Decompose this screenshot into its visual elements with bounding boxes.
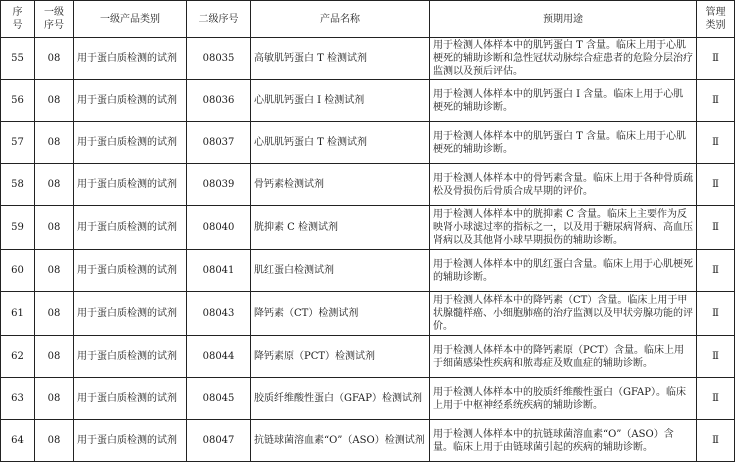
cell-cat2-code: 08035 (187, 38, 251, 80)
cell-intended-use: 用于检测人体样本中的胶质纤维酸性蛋白（GFAP）。临床上用于中枢神经系统疾病的辅助诊断。 (430, 378, 697, 420)
cell-cat1-code: 08 (35, 206, 74, 250)
cell-cat1-code: 08 (35, 250, 74, 292)
cell-product-name: 胱抑素 C 检测试剂 (251, 206, 430, 250)
cell-cat2-code: 08036 (187, 80, 251, 122)
cell-mgmt-class: Ⅱ (697, 336, 735, 378)
cell-cat1-code: 08 (35, 336, 74, 378)
table-row (1, 378, 735, 420)
cell-cat1-name: 用于蛋白质检测的试剂 (74, 206, 187, 250)
cell-cat1-code: 08 (35, 122, 74, 164)
table-row (1, 122, 735, 164)
cell-mgmt-class: Ⅱ (697, 378, 735, 420)
cell-cat2-code: 08045 (187, 378, 251, 420)
cell-seq: 56 (1, 80, 35, 122)
cell-cat1-name: 用于蛋白质检测的试剂 (74, 420, 187, 462)
cell-cat1-name: 用于蛋白质检测的试剂 (74, 378, 187, 420)
cell-cat1-name: 用于蛋白质检测的试剂 (74, 164, 187, 206)
table-row (1, 80, 735, 122)
cell-cat1-code: 08 (35, 378, 74, 420)
cell-intended-use: 用于检测人体样本中的抗链球菌溶血素“O”（ASO）含量。临床上用于由链球菌引起的疾病的辅助诊断。 (430, 420, 697, 462)
cell-product-name: 骨钙素检测试剂 (251, 164, 430, 206)
cell-mgmt-class: Ⅱ (697, 250, 735, 292)
table-row (1, 206, 735, 250)
cell-mgmt-class: Ⅱ (697, 206, 735, 250)
table-row (1, 336, 735, 378)
cell-cat2-code: 08044 (187, 336, 251, 378)
cell-seq: 58 (1, 164, 35, 206)
table-row (1, 250, 735, 292)
header-seq: 序 号 (1, 1, 35, 38)
cell-cat2-code: 08037 (187, 122, 251, 164)
cell-intended-use: 用于检测人体样本中的肌钙蛋白 I 含量。临床上用于心肌梗死的辅助诊断。 (430, 80, 697, 122)
cell-mgmt-class: Ⅱ (697, 420, 735, 462)
cell-seq: 55 (1, 38, 35, 80)
cell-seq: 60 (1, 250, 35, 292)
cell-cat2-code: 08043 (187, 292, 251, 336)
cell-cat1-name: 用于蛋白质检测的试剂 (74, 80, 187, 122)
cell-mgmt-class: Ⅱ (697, 122, 735, 164)
cell-seq: 61 (1, 292, 35, 336)
cell-cat1-name: 用于蛋白质检测的试剂 (74, 336, 187, 378)
table-row (1, 420, 735, 462)
cell-product-name: 肌红蛋白检测试剂 (251, 250, 430, 292)
header-intended-use: 预期用途 (430, 1, 697, 38)
cell-mgmt-class: Ⅱ (697, 80, 735, 122)
cell-mgmt-class: Ⅱ (697, 38, 735, 80)
cell-intended-use: 用于检测人体样本中的肌钙蛋白 T 含量。临床上用于心肌梗死的辅助诊断。 (430, 122, 697, 164)
cell-cat2-code: 08041 (187, 250, 251, 292)
cell-cat2-code: 08039 (187, 164, 251, 206)
cell-product-name: 胶质纤维酸性蛋白（GFAP）检测试剂 (251, 378, 430, 420)
cell-product-name: 心肌肌钙蛋白 I 检测试剂 (251, 80, 430, 122)
cell-cat2-code: 08040 (187, 206, 251, 250)
cell-intended-use: 用于检测人体样本中的降钙素原（PCT）含量。临床上用于细菌感染性疾病和脓毒症及败血症的辅助诊断。 (430, 336, 697, 378)
table-row (1, 164, 735, 206)
cell-mgmt-class: Ⅱ (697, 164, 735, 206)
cell-cat1-name: 用于蛋白质检测的试剂 (74, 122, 187, 164)
cell-intended-use: 用于检测人体样本中的胱抑素 C 含量。临床上主要作为反映肾小球滤过率的指标之一，以及用于糖尿病肾病、高血压肾病以及其他肾小球早期损伤的辅助诊断。 (430, 206, 697, 250)
cell-seq: 63 (1, 378, 35, 420)
cell-cat1-code: 08 (35, 164, 74, 206)
cell-cat1-name: 用于蛋白质检测的试剂 (74, 292, 187, 336)
cell-seq: 64 (1, 420, 35, 462)
cell-product-name: 高敏肌钙蛋白 T 检测试剂 (251, 38, 430, 80)
header-product-name: 产品名称 (251, 1, 430, 38)
cell-mgmt-class: Ⅱ (697, 292, 735, 336)
header-cat1-code: 一级 序号 (35, 1, 74, 38)
cell-cat1-code: 08 (35, 292, 74, 336)
cell-intended-use: 用于检测人体样本中的降钙素（CT）含量。临床上用于甲状腺髓样癌、小细胞肺癌的治疗监测以及甲状旁腺功能的评价。 (430, 292, 697, 336)
cell-cat1-name: 用于蛋白质检测的试剂 (74, 250, 187, 292)
cell-intended-use: 用于检测人体样本中的肌红蛋白含量。临床上用于心肌梗死的辅助诊断。 (430, 250, 697, 292)
cell-intended-use: 用于检测人体样本中的肌钙蛋白 T 含量。临床上用于心肌梗死的辅助诊断和急性冠状动脉综合症患者的危险分层治疗监测以及预后评估。 (430, 38, 697, 80)
header-row (1, 1, 735, 38)
header-mgmt-class: 管理 类别 (697, 1, 735, 38)
cell-seq: 59 (1, 206, 35, 250)
cell-product-name: 抗链球菌溶血素“O”（ASO）检测试剂 (251, 420, 430, 462)
cell-product-name: 心肌肌钙蛋白 T 检测试剂 (251, 122, 430, 164)
header-cat2-code: 二级序号 (187, 1, 251, 38)
header-cat1-name: 一级产品类别 (74, 1, 187, 38)
cell-product-name: 降钙素（CT）检测试剂 (251, 292, 430, 336)
cell-cat1-code: 08 (35, 80, 74, 122)
cell-cat1-code: 08 (35, 420, 74, 462)
cell-seq: 62 (1, 336, 35, 378)
cell-product-name: 降钙素原（PCT）检测试剂 (251, 336, 430, 378)
cell-cat1-name: 用于蛋白质检测的试剂 (74, 38, 187, 80)
cell-intended-use: 用于检测人体样本中的骨钙素含量。临床上用于各种骨质疏松及骨损伤后骨质合成早期的评价。 (430, 164, 697, 206)
table-row (1, 38, 735, 80)
cell-cat2-code: 08047 (187, 420, 251, 462)
table-row (1, 292, 735, 336)
cell-cat1-code: 08 (35, 38, 74, 80)
cell-seq: 57 (1, 122, 35, 164)
